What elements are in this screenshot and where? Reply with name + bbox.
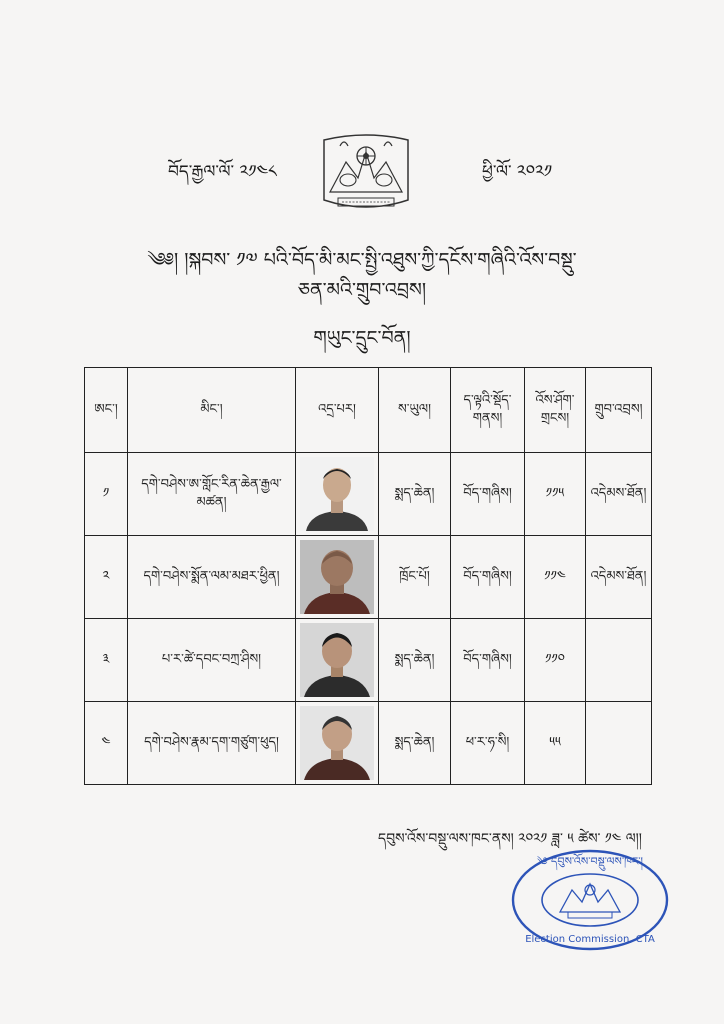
tibetan-year: བོད་རྒྱལ་ལོ་ ༢༡༤༨ <box>168 162 277 182</box>
document-title: ༄༅། །སྐབས་ ༡༧ པའི་བོད་མི་མང་སྤྱི་འཐུས་ཀྱི་དངོས་གཞིའི་འོས་བསྡུ་ <box>147 249 577 271</box>
header-votes: འོས་ཤོག་གྲངས། <box>525 368 586 453</box>
candidate-votes: ༥༥ <box>525 702 586 785</box>
candidate-residence: བོད་གཞིས། <box>451 536 525 619</box>
candidate-result <box>586 702 652 785</box>
row-number: ༢ <box>85 536 128 619</box>
candidate-photo-cell <box>296 536 379 619</box>
header-result: གྲུབ་འབྲས། <box>586 368 652 453</box>
candidate-votes: ༡༡༠ <box>525 619 586 702</box>
header-number: ཨང་། <box>85 368 128 453</box>
candidate-region: ཁྲོང་པོ། <box>379 536 451 619</box>
candidate-photo-cell <box>296 619 379 702</box>
candidate-photo-cell <box>296 702 379 785</box>
table-row <box>85 702 652 785</box>
candidate-region: སྨད་ཆེན། <box>379 619 451 702</box>
cta-emblem-logo <box>318 122 414 218</box>
table-row <box>85 536 652 619</box>
candidate-votes: ༡༡༥ <box>525 453 586 536</box>
candidate-photo <box>300 623 374 697</box>
candidate-name: དགེ་བཤེས་སྨོན་ལམ་མཐར་ཕྱིན། <box>128 536 296 619</box>
row-number: ༣ <box>85 619 128 702</box>
candidate-photo <box>300 706 374 780</box>
row-number: ༡ <box>85 453 128 536</box>
candidate-region: སྨད་ཆེན། <box>379 702 451 785</box>
election-commission-stamp <box>510 848 670 952</box>
candidate-region: སྨད་ཆེན། <box>379 453 451 536</box>
table-row <box>85 619 652 702</box>
candidate-residence: བོད་གཞིས། <box>451 619 525 702</box>
stamp-bottom-text: Election Commission, CTA <box>525 934 655 945</box>
table-row <box>85 453 652 536</box>
header-residence: ད་ལྟའི་སྡོད་གནས། <box>451 368 525 453</box>
candidate-photo-cell <box>296 453 379 536</box>
candidate-result <box>586 619 652 702</box>
constituency-heading: གཡུང་དྲུང་བོན། <box>313 327 411 349</box>
candidate-photo <box>300 457 374 531</box>
candidate-residence: ཕ་ར་ཧ་སི། <box>451 702 525 785</box>
candidate-name: དགེ་བཤེས་ཨ་གློང་རིན་ཆེན་རྒྱལ་མཚན། <box>128 453 296 536</box>
header-name: མིང་། <box>128 368 296 453</box>
candidate-result: འདེམས་ཐོན། <box>586 536 652 619</box>
document-title-line2: ཅན་མའི་གྲུབ་འབྲས། <box>297 279 427 301</box>
row-number: ༤ <box>85 702 128 785</box>
candidate-votes: ༡༡༤ <box>525 536 586 619</box>
header-photo: འདྲ་པར། <box>296 368 379 453</box>
header-region: ས་ཡུལ། <box>379 368 451 453</box>
candidate-photo <box>300 540 374 614</box>
candidate-residence: བོད་གཞིས། <box>451 453 525 536</box>
issuer-date-line: དབུས་འོས་བསྡུ་ལས་ཁང་ནས། ༢༠༢༡ ཟླ་ ༥ ཚེས་ ༡༤ ལ།། <box>378 831 642 847</box>
candidate-result: འདེམས་ཐོན། <box>586 453 652 536</box>
stamp-top-text: ༄ དབུས་འོས་བསྡུ་ལས་ཁང་། <box>537 855 643 868</box>
table-header-row <box>85 368 652 453</box>
results-table <box>84 367 652 785</box>
candidate-name: པ་ར་ཚེ་དབང་བཀྲ་ཤིས། <box>128 619 296 702</box>
candidate-name: དགེ་བཤེས་རྣམ་དག་གཙུག་ཕུད། <box>128 702 296 785</box>
gregorian-year: ཕྱི་ལོ་ ༢༠༢༡ <box>482 162 553 182</box>
